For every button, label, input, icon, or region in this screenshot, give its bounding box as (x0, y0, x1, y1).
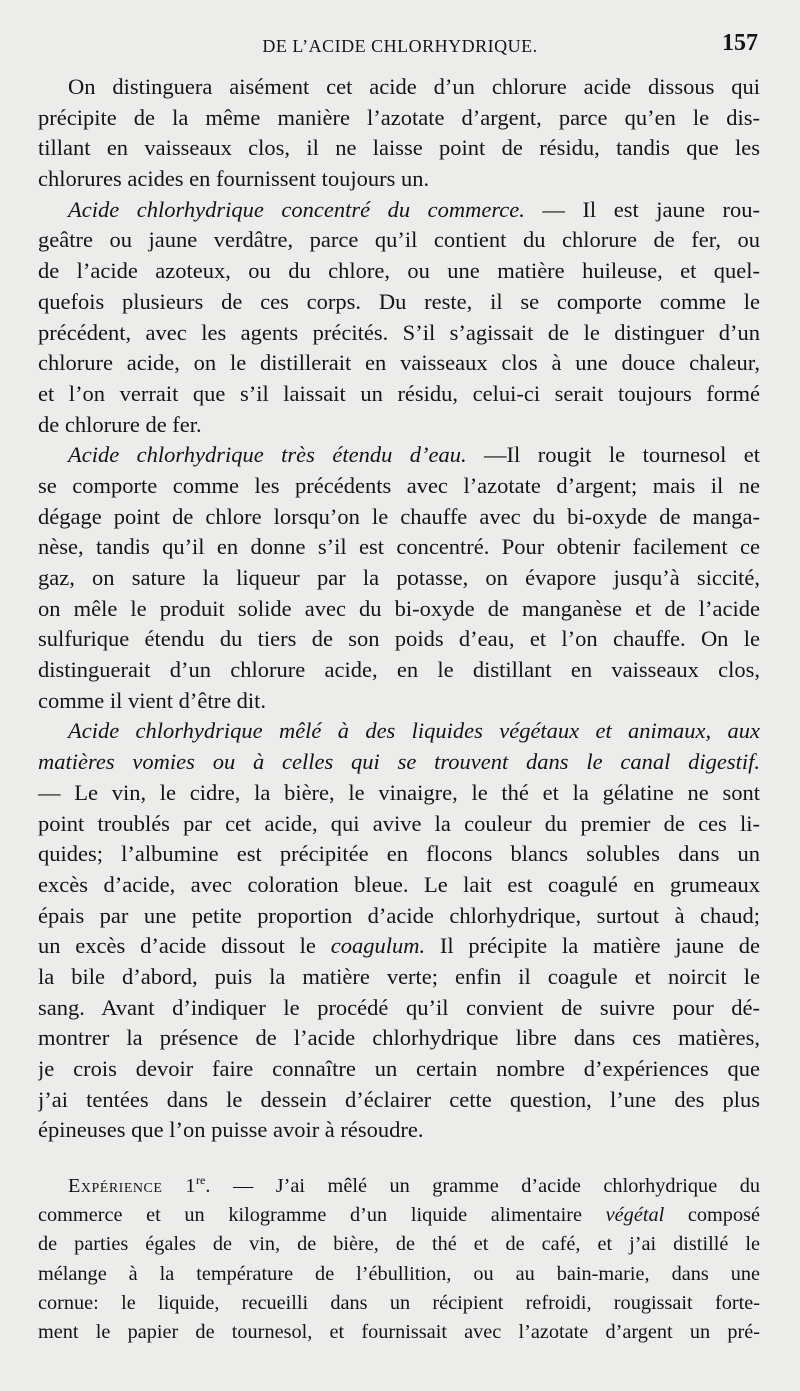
text-line: de parties égales de vin, de bière, de thé et de café, et j’ai distillé le (38, 1233, 760, 1256)
text-line: — Le vin, le cidre, la bière, le vinaigre, le thé et la gélatine ne sont (38, 779, 760, 805)
text-line: excès d’acide, avec coloration bleue. Le lait est coagulé en grumeaux (38, 871, 760, 897)
page-header (38, 30, 762, 64)
italic-term: coagulum. (330, 933, 426, 959)
section-heading-line (38, 440, 760, 471)
text-line: je crois devoir faire connaître un certain nombre d’expériences que (38, 1056, 760, 1081)
text-line (38, 1201, 760, 1230)
text-line: gaz, on sature la liqueur par la potasse, on évapore jusqu’à siccité, (38, 565, 760, 590)
text-line: la bile d’abord, puis la matière verte; enfin il coagule et noircit le (38, 963, 760, 989)
italic-term: végétal (605, 1204, 665, 1227)
text-line: montrer la présence de l’acide chlorhydrique libre dans ces matières, (38, 1025, 760, 1051)
text-span: —Il rougit le tournesol et (466, 442, 760, 468)
text-line: dégage point de chlore lorsqu’on le chauffe avec du bi-oxyde de manga- (38, 503, 760, 529)
text-span: — Il est jaune rou- (524, 196, 760, 222)
text-span: composé (664, 1204, 760, 1227)
text-line: précipite de la même manière l’azotate d’argent, parce qu’en le dis- (38, 104, 760, 130)
text-span: commerce et un kilogramme d’un liquide alimentaire (38, 1204, 606, 1227)
text-line: ment le papier de tournesol, et fournissait avec l’azotate d’argent un pré- (38, 1321, 760, 1343)
section-heading: Acide chlorhydrique très étendu d’eau. (68, 442, 467, 468)
text-line: distinguerait d’un chlorure acide, en le distillant en vaisseaux clos, (38, 657, 760, 683)
text-line: quefois plusieurs de ces corps. Du reste, il se comporte comme le (38, 288, 760, 314)
text-line: et l’on verrait que s’il laissait un résidu, celui-ci serait toujours formé (38, 380, 760, 406)
section-heading: Acide chlorhydrique concentré du commerce. (68, 196, 525, 222)
text-span: un excès d’acide dissout le (38, 933, 331, 959)
text-line: sulfurique étendu du tiers de son poids d’eau, et l’on chauffe. On le (38, 626, 760, 652)
ordinal-suffix: re (196, 1173, 206, 1188)
text-line: quides; l’albumine est précipitée en flocons blancs solubles dans un (38, 841, 760, 867)
text-line: nèse, tandis qu’il en donne s’il est concentré. Pour obtenir facilement ce (38, 534, 760, 560)
page-number: 157 (722, 30, 758, 56)
section-heading-line (38, 195, 760, 226)
text-line: on mêle le produit solide avec du bi-oxyde de manganèse et de l’acide (38, 595, 760, 621)
text-line: chlorures acides en fournissent toujours un. (38, 166, 430, 192)
text-line: de chlorure de fer. (38, 411, 202, 437)
text-line: cornue: le liquide, recueilli dans un récipient refroidi, rougissait forte- (38, 1291, 760, 1314)
text-line: mélange à la température de l’ébullition, ou au bain-marie, dans une (38, 1262, 760, 1285)
text-line: j’ai tentées dans le dessein d’éclairer cette question, l’une des plus (38, 1086, 760, 1112)
paragraph-gap (38, 1146, 760, 1172)
text-line: épais par une petite proportion d’acide chlorhydrique, surtout à chaud; (38, 902, 760, 928)
text-line: chlorure acide, on le distillerait en vaisseaux clos à une douce chaleur, (38, 350, 760, 376)
text-line (38, 1172, 760, 1201)
text-line: épineuses que l’on puisse avoir à résoudre. (38, 1117, 424, 1143)
text-line: tillant en vaisseaux clos, il ne laisse point de résidu, tandis que les (38, 135, 760, 161)
text-line: geâtre ou jaune verdâtre, parce qu’il contient du chlorure de fer, ou (38, 227, 760, 253)
section-heading: matières vomies ou à celles qui se trouvent dans le canal digestif. (38, 749, 760, 775)
text-line: de l’acide azoteux, ou du chlore, ou une matière huileuse, et quel- (38, 258, 760, 284)
experience-paragraph (38, 1172, 760, 1347)
text-line: point troublés par cet acide, qui avive la couleur du premier de ces li- (38, 810, 760, 836)
text-line: On distinguera aisément cet acide d’un chlorure acide dissous qui (68, 74, 760, 99)
text-line (38, 931, 760, 962)
text-line: sang. Avant d’indiquer le procédé qu’il convient de suivre pour dé- (38, 994, 760, 1020)
experience-label: Expérience 1 (68, 1175, 197, 1198)
text-line: se comporte comme les précédents avec l’azotate d’argent; mais il ne (38, 472, 760, 498)
text-line: comme il vient d’être dit. (38, 687, 267, 713)
page-body (38, 72, 760, 1347)
text-line: précédent, avec les agents précités. S’il s’agissait de le distinguer d’un (38, 319, 760, 345)
text-span: . — J’ai mêlé un gramme d’acide chlorhydrique du (205, 1175, 760, 1198)
running-title: DE L’ACIDE CHLORHYDRIQUE. (262, 36, 538, 56)
section-heading: Acide chlorhydrique mêlé à des liquides végétaux et animaux, aux (68, 718, 760, 744)
text-span: Il précipite la matière jaune de (425, 933, 760, 959)
